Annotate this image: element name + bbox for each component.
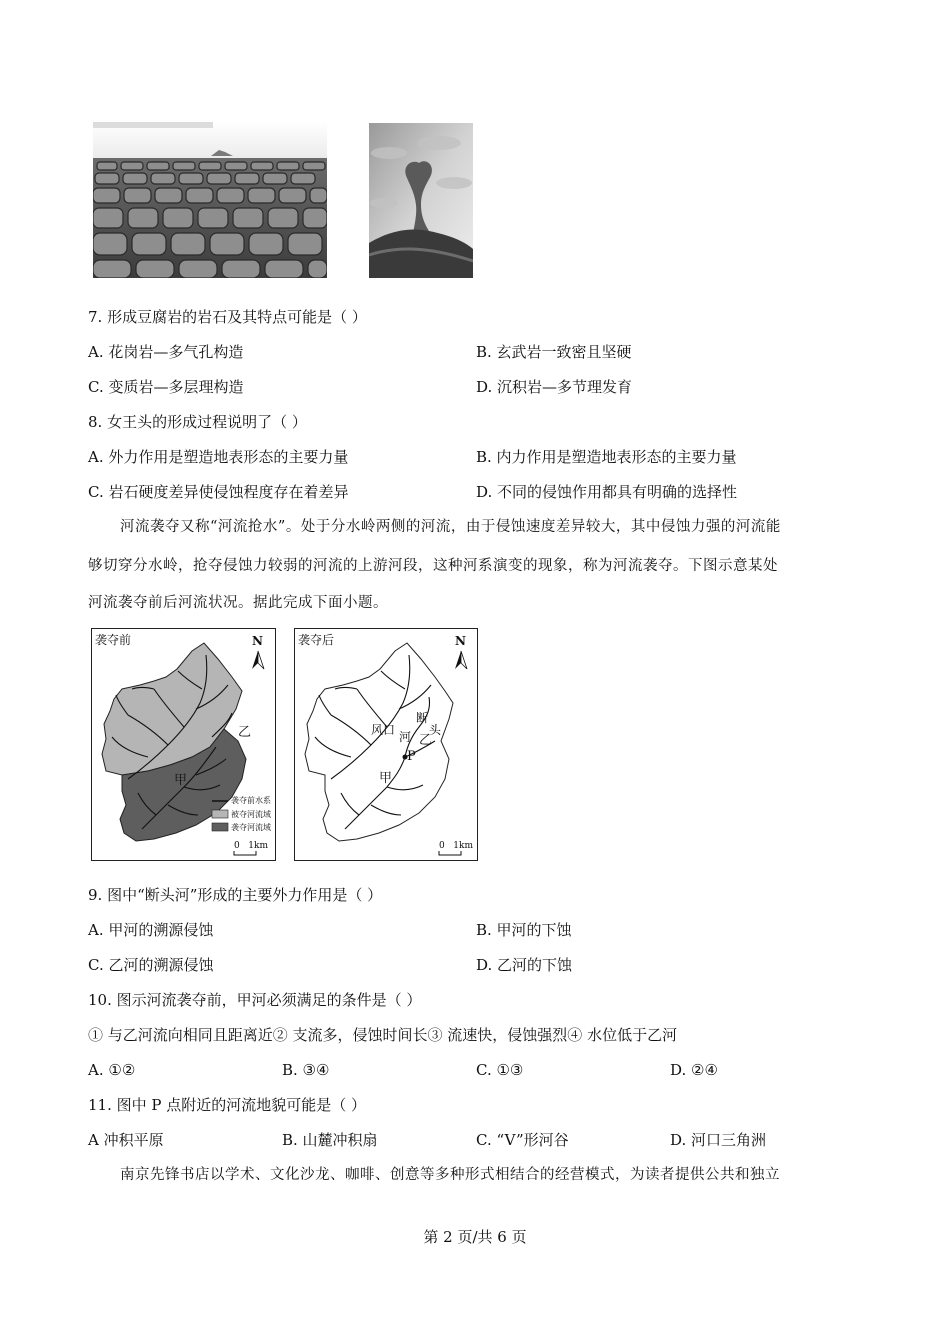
question-10-option-a[interactable]: A. ①②	[88, 1061, 136, 1079]
question-11-option-a[interactable]: A 冲积平原	[88, 1131, 164, 1149]
passage-line-2: 够切穿分水岭，抢夺侵蚀力较弱的河流的上游河段，这种河系演变的现象，称为河流袭夺。下图示意某处	[88, 558, 778, 574]
passage-line-3: 河流袭夺前后河流状况。据此完成下面小题。	[88, 595, 388, 611]
question-8-stem: 8. 女王头的形成过程说明了（ ）	[88, 413, 307, 431]
question-9-option-b[interactable]: B. 甲河的下蚀	[476, 921, 572, 939]
question-7-option-b[interactable]: B. 玄武岩一致密且坚硬	[476, 343, 632, 361]
map-after-label-jia: 甲	[379, 771, 393, 786]
map-after-label-fengkou: 风口	[371, 723, 396, 737]
map-after-label-he: 河	[399, 730, 412, 744]
legend-swatch-capturing	[212, 823, 228, 831]
question-10-option-d[interactable]: D. ②④	[670, 1061, 718, 1079]
queens-head-image	[369, 123, 473, 278]
queens-head-photo	[369, 123, 473, 278]
legend-label-capturing: 袭夺河流域	[231, 823, 271, 832]
tofu-rock-photo	[93, 122, 327, 278]
north-arrow-before	[252, 651, 264, 669]
map-before-label-jia: 甲	[174, 773, 188, 788]
map-after-title: 袭夺后	[298, 633, 335, 647]
scale-bar-after	[439, 851, 461, 855]
legend-swatch-captured	[212, 810, 228, 818]
map-after-figure	[295, 629, 476, 859]
page-footer: 第 2 页/共 6 页	[423, 1228, 527, 1246]
map-before-north: N	[252, 634, 263, 648]
question-9-option-a[interactable]: A. 甲河的溯源侵蚀	[88, 921, 214, 939]
question-9-stem: 9. 图中“断头河”形成的主要外力作用是（ ）	[88, 886, 383, 904]
north-arrow-after	[455, 651, 467, 669]
map-after-label-duan: 断	[416, 711, 429, 725]
question-7-option-d[interactable]: D. 沉积岩—多节理发育	[476, 378, 633, 396]
map-after-label-tou: 头	[429, 723, 442, 737]
question-7-stem: 7. 形成豆腐岩的岩石及其特点可能是（ ）	[88, 308, 367, 326]
map-before-capture	[91, 628, 276, 861]
legend-label-river: 袭夺前水系	[231, 796, 271, 805]
passage-line-1: 河流袭夺又称“河流抢水”。处于分水岭两侧的河流，由于侵蚀速度差异较大，其中侵蚀力强的河流能	[120, 519, 781, 535]
question-9-option-c[interactable]: C. 乙河的溯源侵蚀	[88, 956, 214, 974]
map-after-capture	[294, 628, 478, 861]
question-8-option-b[interactable]: B. 内力作用是塑造地表形态的主要力量	[476, 448, 737, 466]
question-11-stem: 11. 图中 P 点附近的河流地貌可能是（ ）	[88, 1096, 367, 1114]
passage2-line-1: 南京先锋书店以学术、文化沙龙、咖啡、创意等多种形式相结合的经营模式，为读者提供公共和独立	[120, 1167, 780, 1183]
map-after-north: N	[455, 634, 466, 648]
map-after-label-yi: 乙	[419, 733, 433, 748]
question-10-conditions: ① 与乙河流向相同且距离近② 支流多，侵蚀时间长③ 流速快，侵蚀强烈④ 水位低于乙河	[88, 1026, 678, 1044]
question-11-option-b[interactable]: B. 山麓冲积扇	[282, 1131, 378, 1149]
question-7-option-a[interactable]: A. 花岗岩—多气孔构造	[88, 343, 244, 361]
question-11-option-c[interactable]: C. “V”形河谷	[476, 1131, 569, 1149]
question-9-option-d[interactable]: D. 乙河的下蚀	[476, 956, 573, 974]
question-10-option-c[interactable]: C. ①③	[476, 1061, 524, 1079]
map-after-label-p: P	[407, 749, 416, 764]
map-after-scale: 0 1km	[439, 841, 474, 851]
legend-label-captured: 被夺河流域	[231, 810, 271, 819]
question-8-option-d[interactable]: D. 不同的侵蚀作用都具有明确的选择性	[476, 483, 738, 501]
question-8-option-c[interactable]: C. 岩石硬度差异使侵蚀程度存在着差异	[88, 483, 349, 501]
question-7-option-c[interactable]: C. 变质岩—多层理构造	[88, 378, 244, 396]
scale-bar-before	[234, 851, 256, 855]
question-8-option-a[interactable]: A. 外力作用是塑造地表形态的主要力量	[88, 448, 349, 466]
map-before-label-yi: 乙	[238, 725, 252, 740]
map-before-title: 袭夺前	[95, 633, 132, 647]
map-before-scale: 0 1km	[234, 841, 269, 851]
question-11-option-d[interactable]: D. 河口三角洲	[670, 1131, 767, 1149]
question-10-option-b[interactable]: B. ③④	[282, 1061, 330, 1079]
question-10-stem: 10. 图示河流袭夺前，甲河必须满足的条件是（ ）	[88, 991, 422, 1009]
tofu-rock-image	[93, 122, 327, 278]
